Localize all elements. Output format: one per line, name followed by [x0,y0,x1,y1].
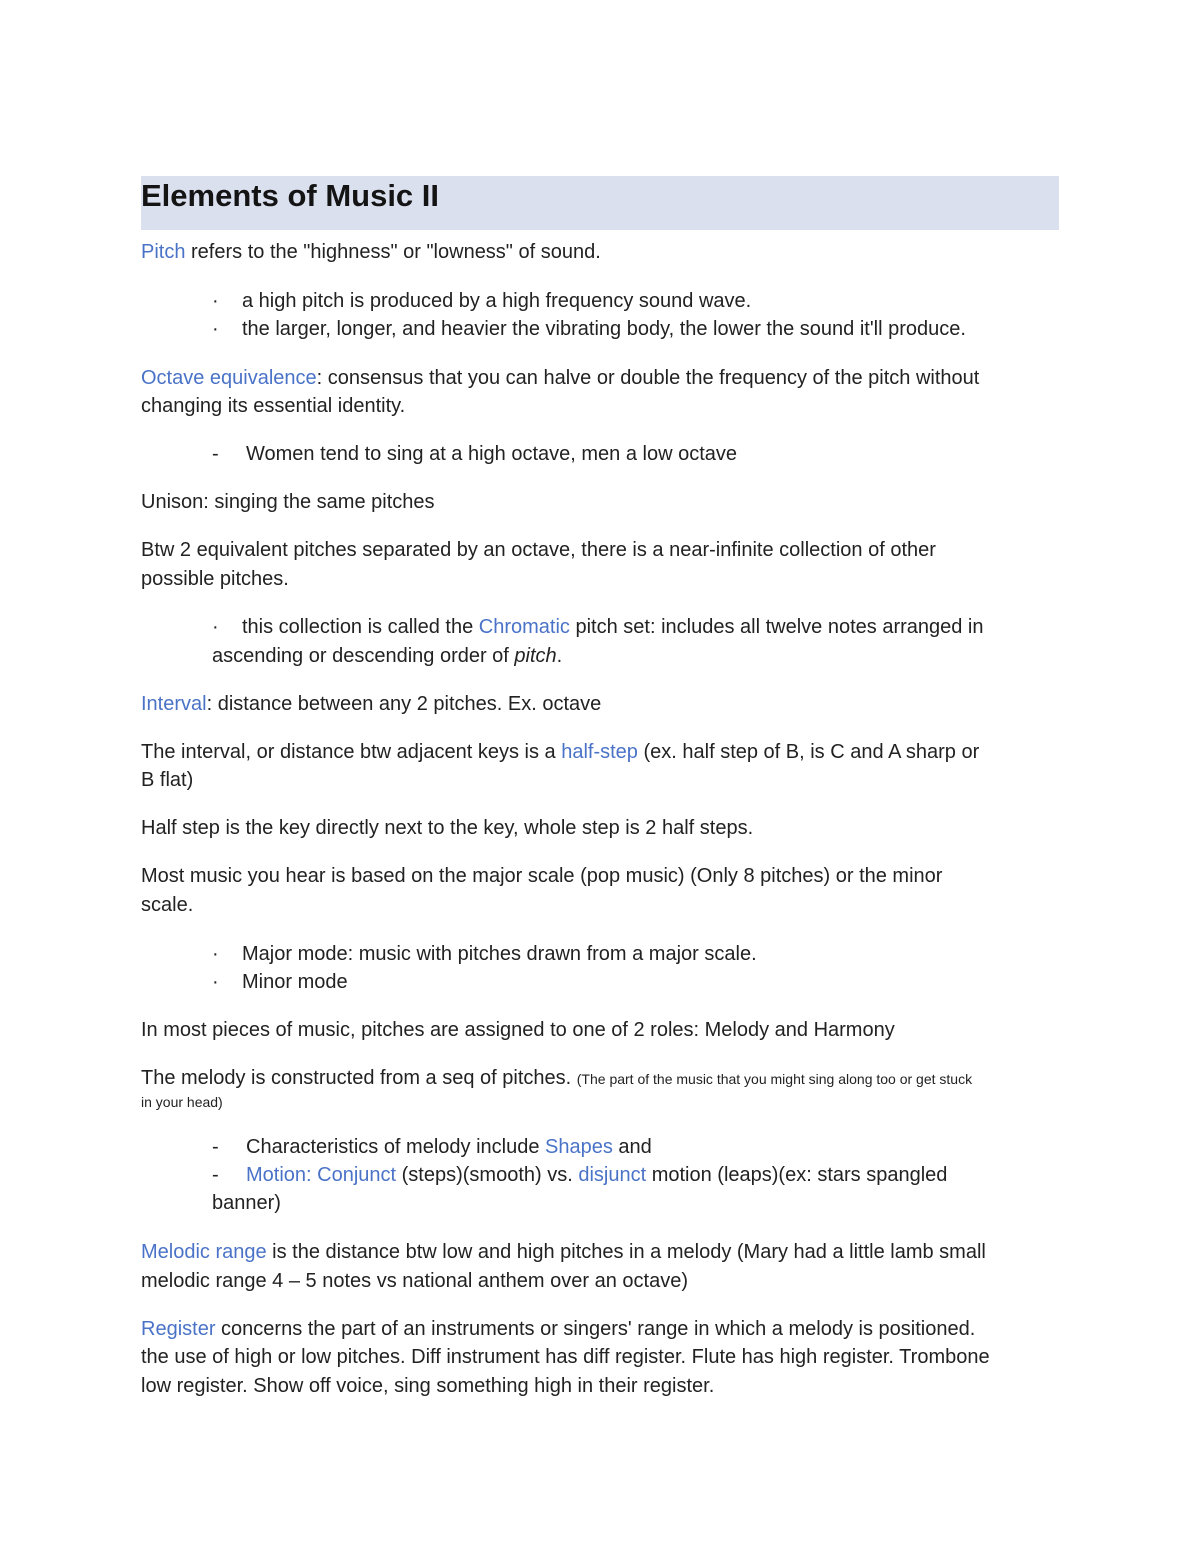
bullet-dot: · [212,290,219,312]
term-melodic-range: Melodic range [141,1241,267,1263]
btw-paragraph-line2: possible pitches. [141,568,289,590]
octave-paragraph-line2: changing its essential identity. [141,395,406,417]
page-title: Elements of Music II [141,178,440,213]
list-item-line2 [212,642,562,671]
melodic-range-paragraph-line2: melodic range 4 – 5 notes vs national anthem over an octave) [141,1270,688,1292]
list-item-text: motion (leaps)(ex: stars spangled [646,1164,948,1186]
halfstep-paragraph [141,738,979,767]
list-item-text: Minor mode [242,971,348,993]
term-chromatic: Chromatic [478,616,570,638]
list-item-text: Characteristics of melody include [246,1136,546,1158]
halfstep-text: (ex. half step of B, is C and A sharp or [637,741,980,763]
list-item-line2: banner) [212,1192,281,1214]
bullet-dot: · [212,943,219,965]
melodic-range-text: is the distance btw low and high pitches in a melody (Mary had a little lamb small [266,1241,986,1263]
list-item-text: Women tend to sing at a high octave, men a low octave [246,443,738,465]
halfstep-text: The interval, or distance btw adjacent keys is a [141,741,562,763]
term-disjunct: disjunct [578,1164,647,1186]
register-paragraph-line3: low register. Show off voice, sing something high in their register. [141,1375,715,1397]
register-paragraph-line2: the use of high or low pitches. Diff instrument has diff register. Flute has high register. Trombone [141,1346,990,1368]
unison-paragraph: Unison: singing the same pitches [141,491,435,513]
scale-paragraph-line2: scale. [141,894,194,916]
bullet-dash: - [212,443,219,465]
melody-aside: (The part of the music that you might sing along too or get stuck [576,1071,973,1087]
melodic-range-paragraph [141,1238,986,1267]
melody-text: The melody is constructed from a seq of pitches. [141,1067,577,1089]
scale-paragraph: Most music you hear is based on the major scale (pop music) (Only 8 pitches) or the minor [141,865,943,887]
pitch-paragraph [141,238,601,267]
term-register: Register [141,1318,216,1340]
list-item-text: a high pitch is produced by a high frequency sound wave. [242,290,752,312]
register-paragraph [141,1315,975,1344]
bullet-dot: · [212,971,219,993]
roles-paragraph: In most pieces of music, pitches are assigned to one of 2 roles: Melody and Harmony [141,1019,895,1041]
term-pitch: Pitch [141,241,186,263]
term-interval: Interval [141,693,207,715]
list-item [212,287,751,316]
list-item-text: and [612,1136,652,1158]
octave-text: : consensus that you can halve or double the frequency of the pitch without [316,367,980,389]
term-octave-equivalence: Octave equivalence [141,367,317,389]
list-item [212,613,984,642]
halfstep-note: Half step is the key directly next to the key, whole step is 2 half steps. [141,817,754,839]
list-item-text: this collection is called the [242,616,479,638]
list-item-text: (steps)(smooth) vs. [396,1164,579,1186]
list-item [212,440,737,469]
melody-aside-line2: in your head) [141,1094,223,1110]
bullet-dot: · [212,318,219,340]
interval-paragraph [141,690,601,719]
list-item [212,968,348,997]
halfstep-paragraph-line2: B flat) [141,769,194,791]
bullet-dash: - [212,1136,219,1158]
register-text: concerns the part of an instruments or singers' range in which a melody is positioned. [215,1318,976,1340]
term-motion-conjunct: Motion: Conjunct [246,1164,397,1186]
list-item [212,940,757,969]
list-item [212,1161,947,1190]
list-item [212,1133,652,1162]
list-item-text: ascending or descending order of [212,645,515,667]
term-half-step: half-step [561,741,638,763]
list-item-text: Major mode: music with pitches drawn from a major scale. [242,943,757,965]
list-item-text: . [556,645,563,667]
interval-text: : distance between any 2 pitches. Ex. octave [206,693,602,715]
bullet-dot: · [212,616,219,638]
emphasis-pitch: pitch [514,645,557,667]
list-item-text: pitch set: includes all twelve notes arranged in [569,616,984,638]
list-item [212,315,966,344]
bullet-dash: - [212,1164,219,1186]
octave-paragraph [141,364,979,393]
melody-paragraph [141,1064,972,1094]
list-item-text: the larger, longer, and heavier the vibrating body, the lower the sound it'll produce. [242,318,966,340]
pitch-text: refers to the "highness" or "lowness" of sound. [185,241,601,263]
term-shapes: Shapes [545,1136,613,1158]
btw-paragraph: Btw 2 equivalent pitches separated by an octave, there is a near-infinite collection of other [141,539,936,561]
